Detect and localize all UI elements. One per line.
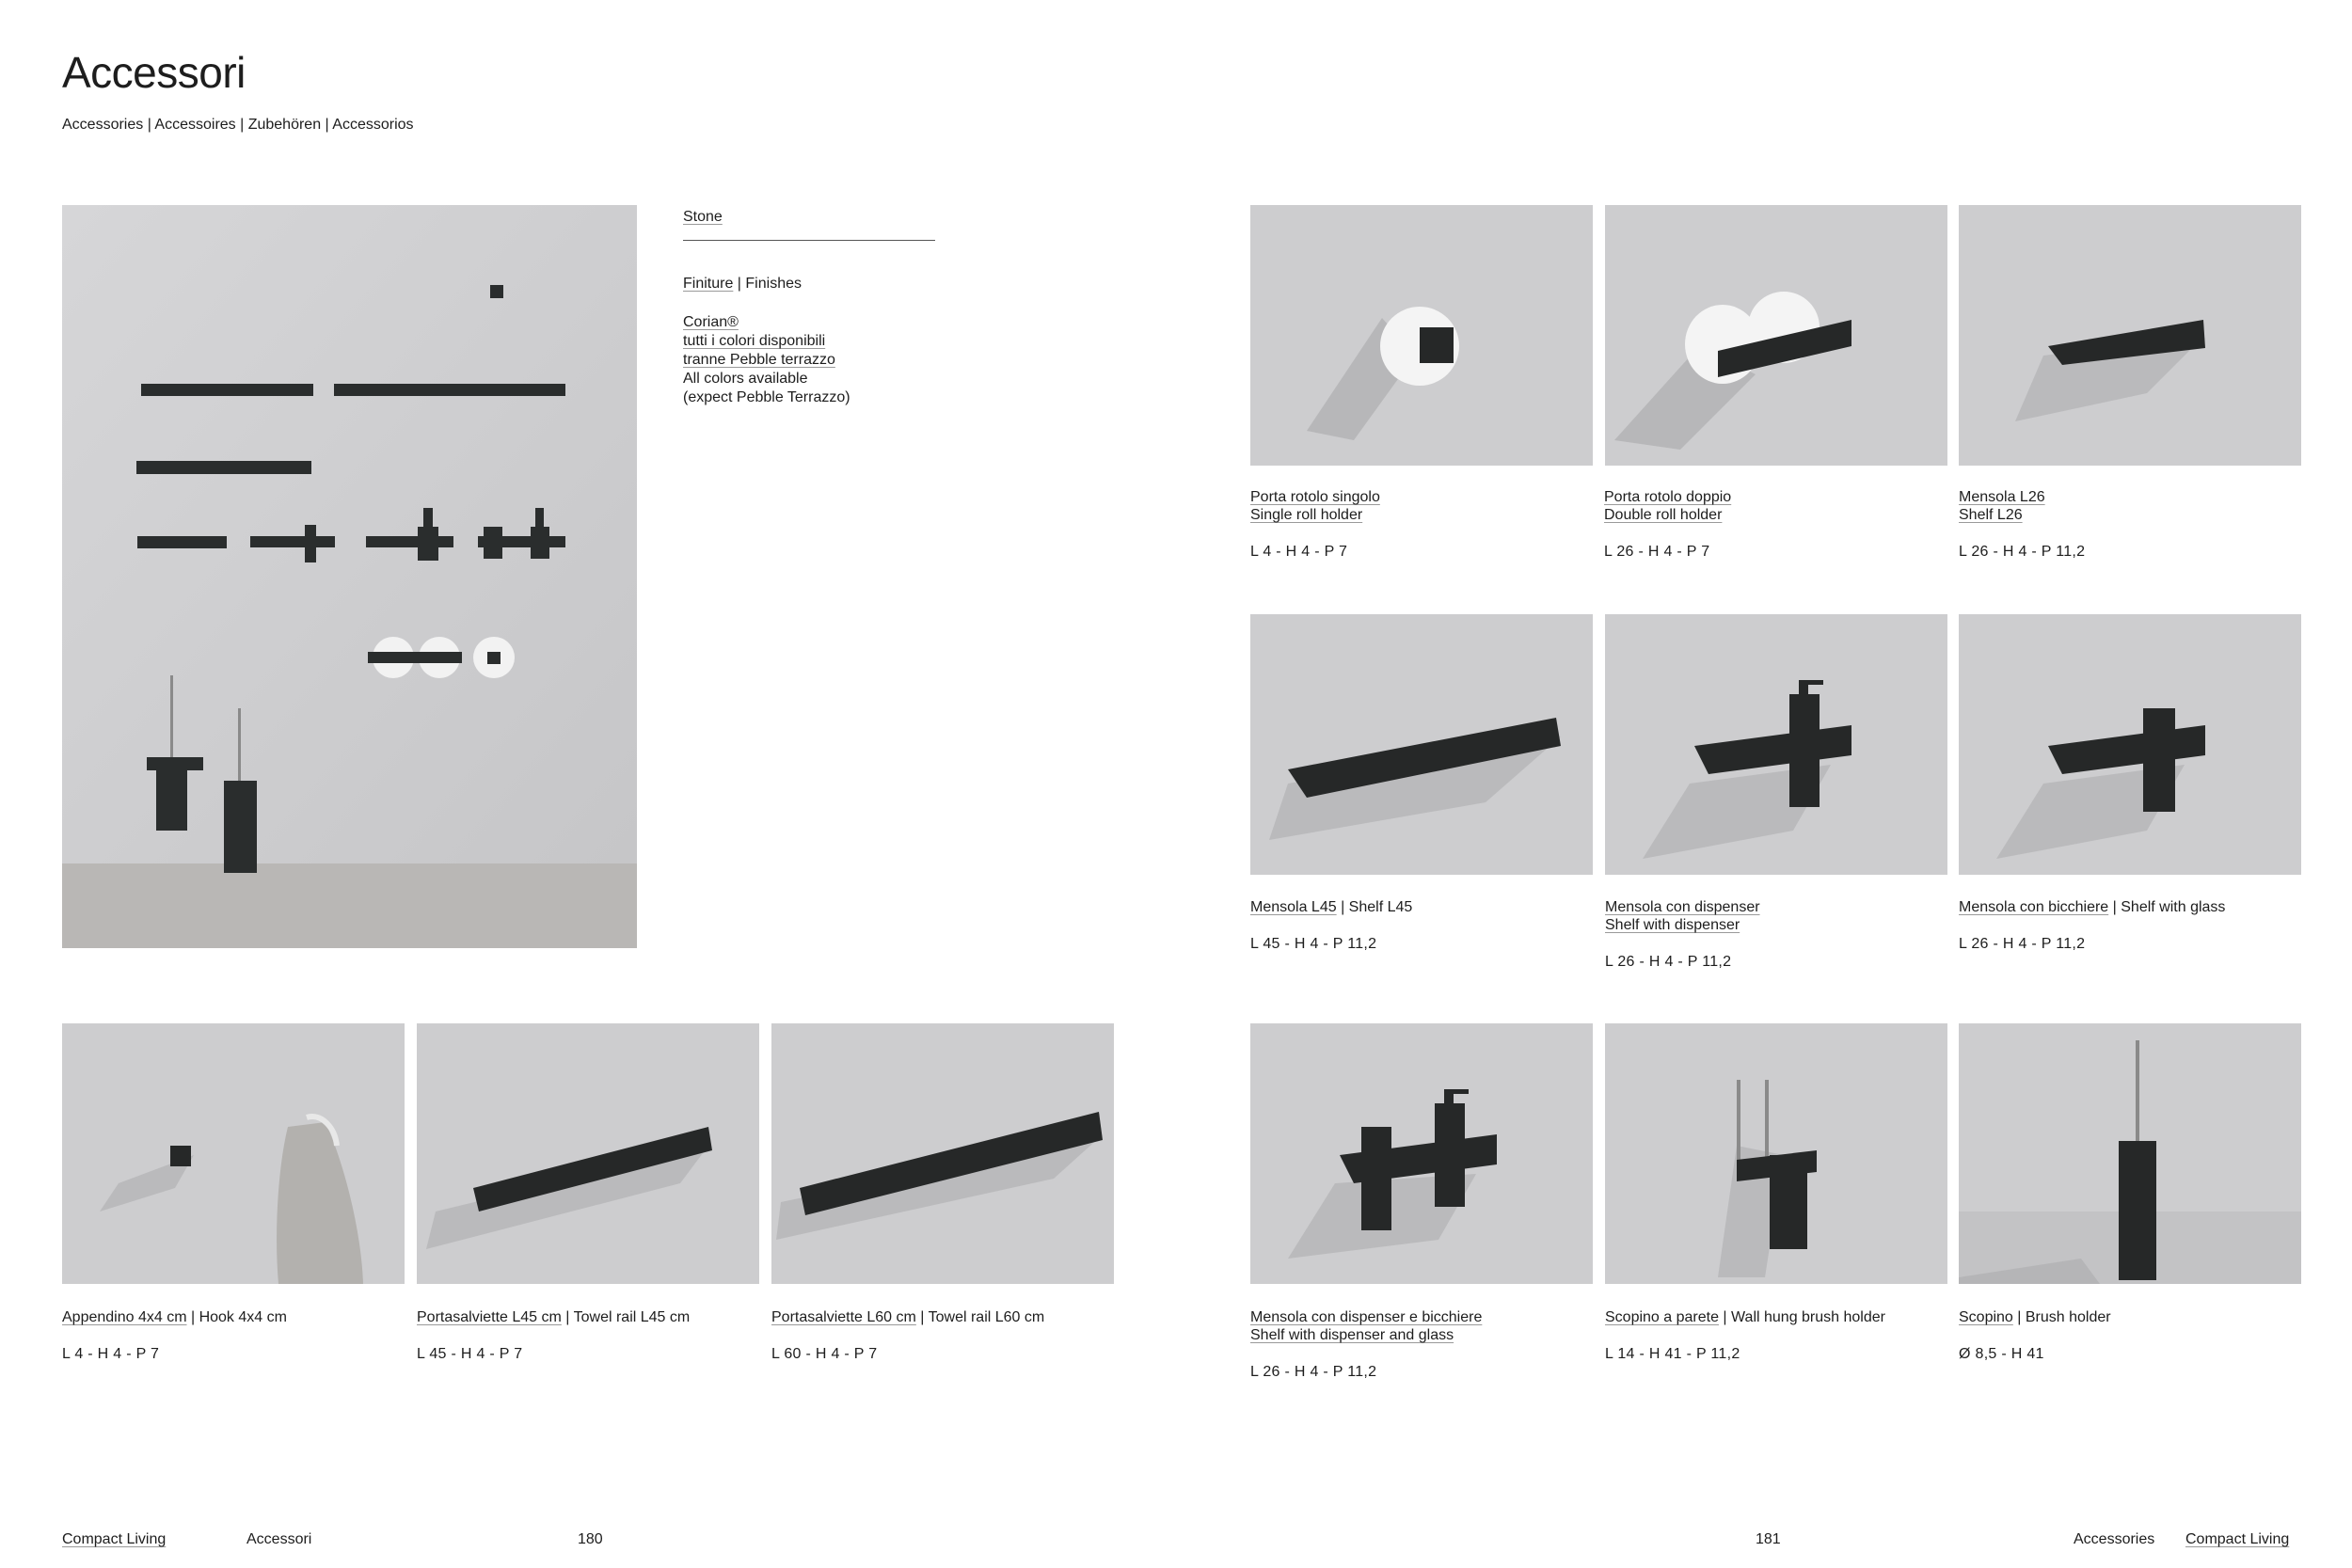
product-photo-shelf-l45 [1250,614,1593,875]
product-dimensions: L 26 - H 4 - P 11,2 [1250,1364,1377,1380]
footer-page-left: 180 [578,1531,603,1547]
product-dimensions: L 26 - H 4 - P 7 [1604,544,1710,560]
product-photo-double-roll-holder [1605,205,1947,466]
footer-page-right: 181 [1756,1531,1781,1547]
caption-shelf-l26 [1959,488,2085,561]
product-name-en: Hook 4x4 cm [199,1309,287,1325]
product-name-en: Towel rail L45 cm [573,1309,691,1325]
footer-section-right: Accessories [2074,1531,2155,1547]
product-name-it: Portasalviette L45 cm [417,1309,562,1325]
stone-heading: Stone [683,209,723,225]
finishes-label-it: Finiture [683,276,734,292]
product-photo-brush-holder [1959,1023,2301,1284]
product-photo-shelf-l26 [1959,205,2301,466]
product-name-en: Double roll holder [1604,507,1723,523]
product-dimensions: L 45 - H 4 - P 11,2 [1250,936,1377,952]
product-name-it: Scopino [1959,1309,2013,1325]
corian-line-2: tutti i colori disponibili [683,333,826,349]
product-dimensions: Ø 8,5 - H 41 [1959,1346,2044,1362]
caption-brush-holder: Scopino | Brush holder Ø 8,5 - H 41 [1959,1309,2111,1362]
product-name-en: Shelf L26 [1959,507,2023,523]
product-name-it: Scopino a parete [1605,1309,1719,1325]
product-name-en: Single roll holder [1250,507,1363,523]
caption-hook: Appendino 4x4 cm | Hook 4x4 cm L 4 - H 4 - P 7 [62,1309,287,1362]
product-name-en: Brush holder [2025,1309,2111,1325]
product-name-it: Mensola con dispenser [1605,899,1760,915]
product-name-it: Mensola L26 [1959,489,2045,505]
product-photo-wall-brush-holder [1605,1023,1947,1284]
product-name-en: Shelf with glass [2121,899,2226,915]
product-photo-towel-rail-l45 [417,1023,759,1284]
finishes-label-en: Finishes [745,276,802,292]
product-name-it: Mensola L45 [1250,899,1337,915]
product-photo-shelf-with-dispenser [1605,614,1947,875]
corian-line-1: Corian® [683,314,739,330]
product-dimensions: L 26 - H 4 - P 11,2 [1605,954,1732,970]
product-name-en: Shelf with dispenser [1605,917,1740,933]
footer-section-left: Accessori [246,1531,312,1547]
caption-shelf-with-dispenser [1605,898,1760,971]
finishes-separator: | [733,276,746,292]
product-name-en: Shelf L45 [1348,899,1413,915]
caption-shelf-l45: Mensola L45 | Shelf L45 L 45 - H 4 - P 11,2 [1250,899,1413,952]
product-photo-shelf-dispenser-and-glass [1250,1023,1593,1284]
caption-shelf-dispenser-and-glass [1250,1308,1482,1381]
product-photo-hook [62,1023,405,1284]
page-subtitle: Accessories | Accessoires | Zubehören | Accessorios [62,117,414,133]
caption-single-roll-holder [1250,488,1380,561]
product-photo-towel-rail-l60 [771,1023,1114,1284]
finishes-details [683,313,850,407]
product-name-it: Porta rotolo doppio [1604,489,1732,505]
product-dimensions: L 4 - H 4 - P 7 [1250,544,1348,560]
stone-divider [683,240,935,241]
caption-wall-brush-holder: Scopino a parete | Wall hung brush holder L 14 - H 41 - P 11,2 [1605,1309,1885,1362]
product-name-en: Shelf with dispenser and glass [1250,1327,1454,1343]
product-dimensions: L 60 - H 4 - P 7 [771,1346,878,1362]
product-name-it: Mensola con bicchiere [1959,899,2109,915]
product-dimensions: L 4 - H 4 - P 7 [62,1346,160,1362]
collection-photo [62,205,637,948]
caption-towel-rail-l60: Portasalviette L60 cm | Towel rail L60 cm L 60 - H 4 - P 7 [771,1309,1045,1362]
product-name-it: Mensola con dispenser e bicchiere [1250,1309,1483,1325]
corian-line-5: (expect Pebble Terrazzo) [683,389,850,405]
product-photo-shelf-with-glass [1959,614,2301,875]
product-dimensions: L 26 - H 4 - P 11,2 [1959,936,2086,952]
page-title: Accessori [62,48,246,97]
footer-brand-left: Compact Living [62,1531,167,1547]
footer-brand-right: Compact Living [2185,1531,2290,1547]
corian-line-4: All colors available [683,371,808,387]
product-name-en: Towel rail L60 cm [928,1309,1045,1325]
caption-shelf-with-glass: Mensola con bicchiere | Shelf with glass L 26 - H 4 - P 11,2 [1959,899,2226,952]
caption-towel-rail-l45: Portasalviette L45 cm | Towel rail L45 cm L 45 - H 4 - P 7 [417,1309,691,1362]
finishes-heading [683,276,802,293]
corian-line-3: tranne Pebble terrazzo [683,352,835,368]
product-name-en: Wall hung brush holder [1731,1309,1885,1325]
product-name-it: Porta rotolo singolo [1250,489,1380,505]
caption-double-roll-holder [1604,488,1731,561]
product-name-it: Appendino 4x4 cm [62,1309,187,1325]
product-photo-single-roll-holder [1250,205,1593,466]
product-dimensions: L 26 - H 4 - P 11,2 [1959,544,2086,560]
product-dimensions: L 45 - H 4 - P 7 [417,1346,523,1362]
product-dimensions: L 14 - H 41 - P 11,2 [1605,1346,1740,1362]
product-name-it: Portasalviette L60 cm [771,1309,916,1325]
